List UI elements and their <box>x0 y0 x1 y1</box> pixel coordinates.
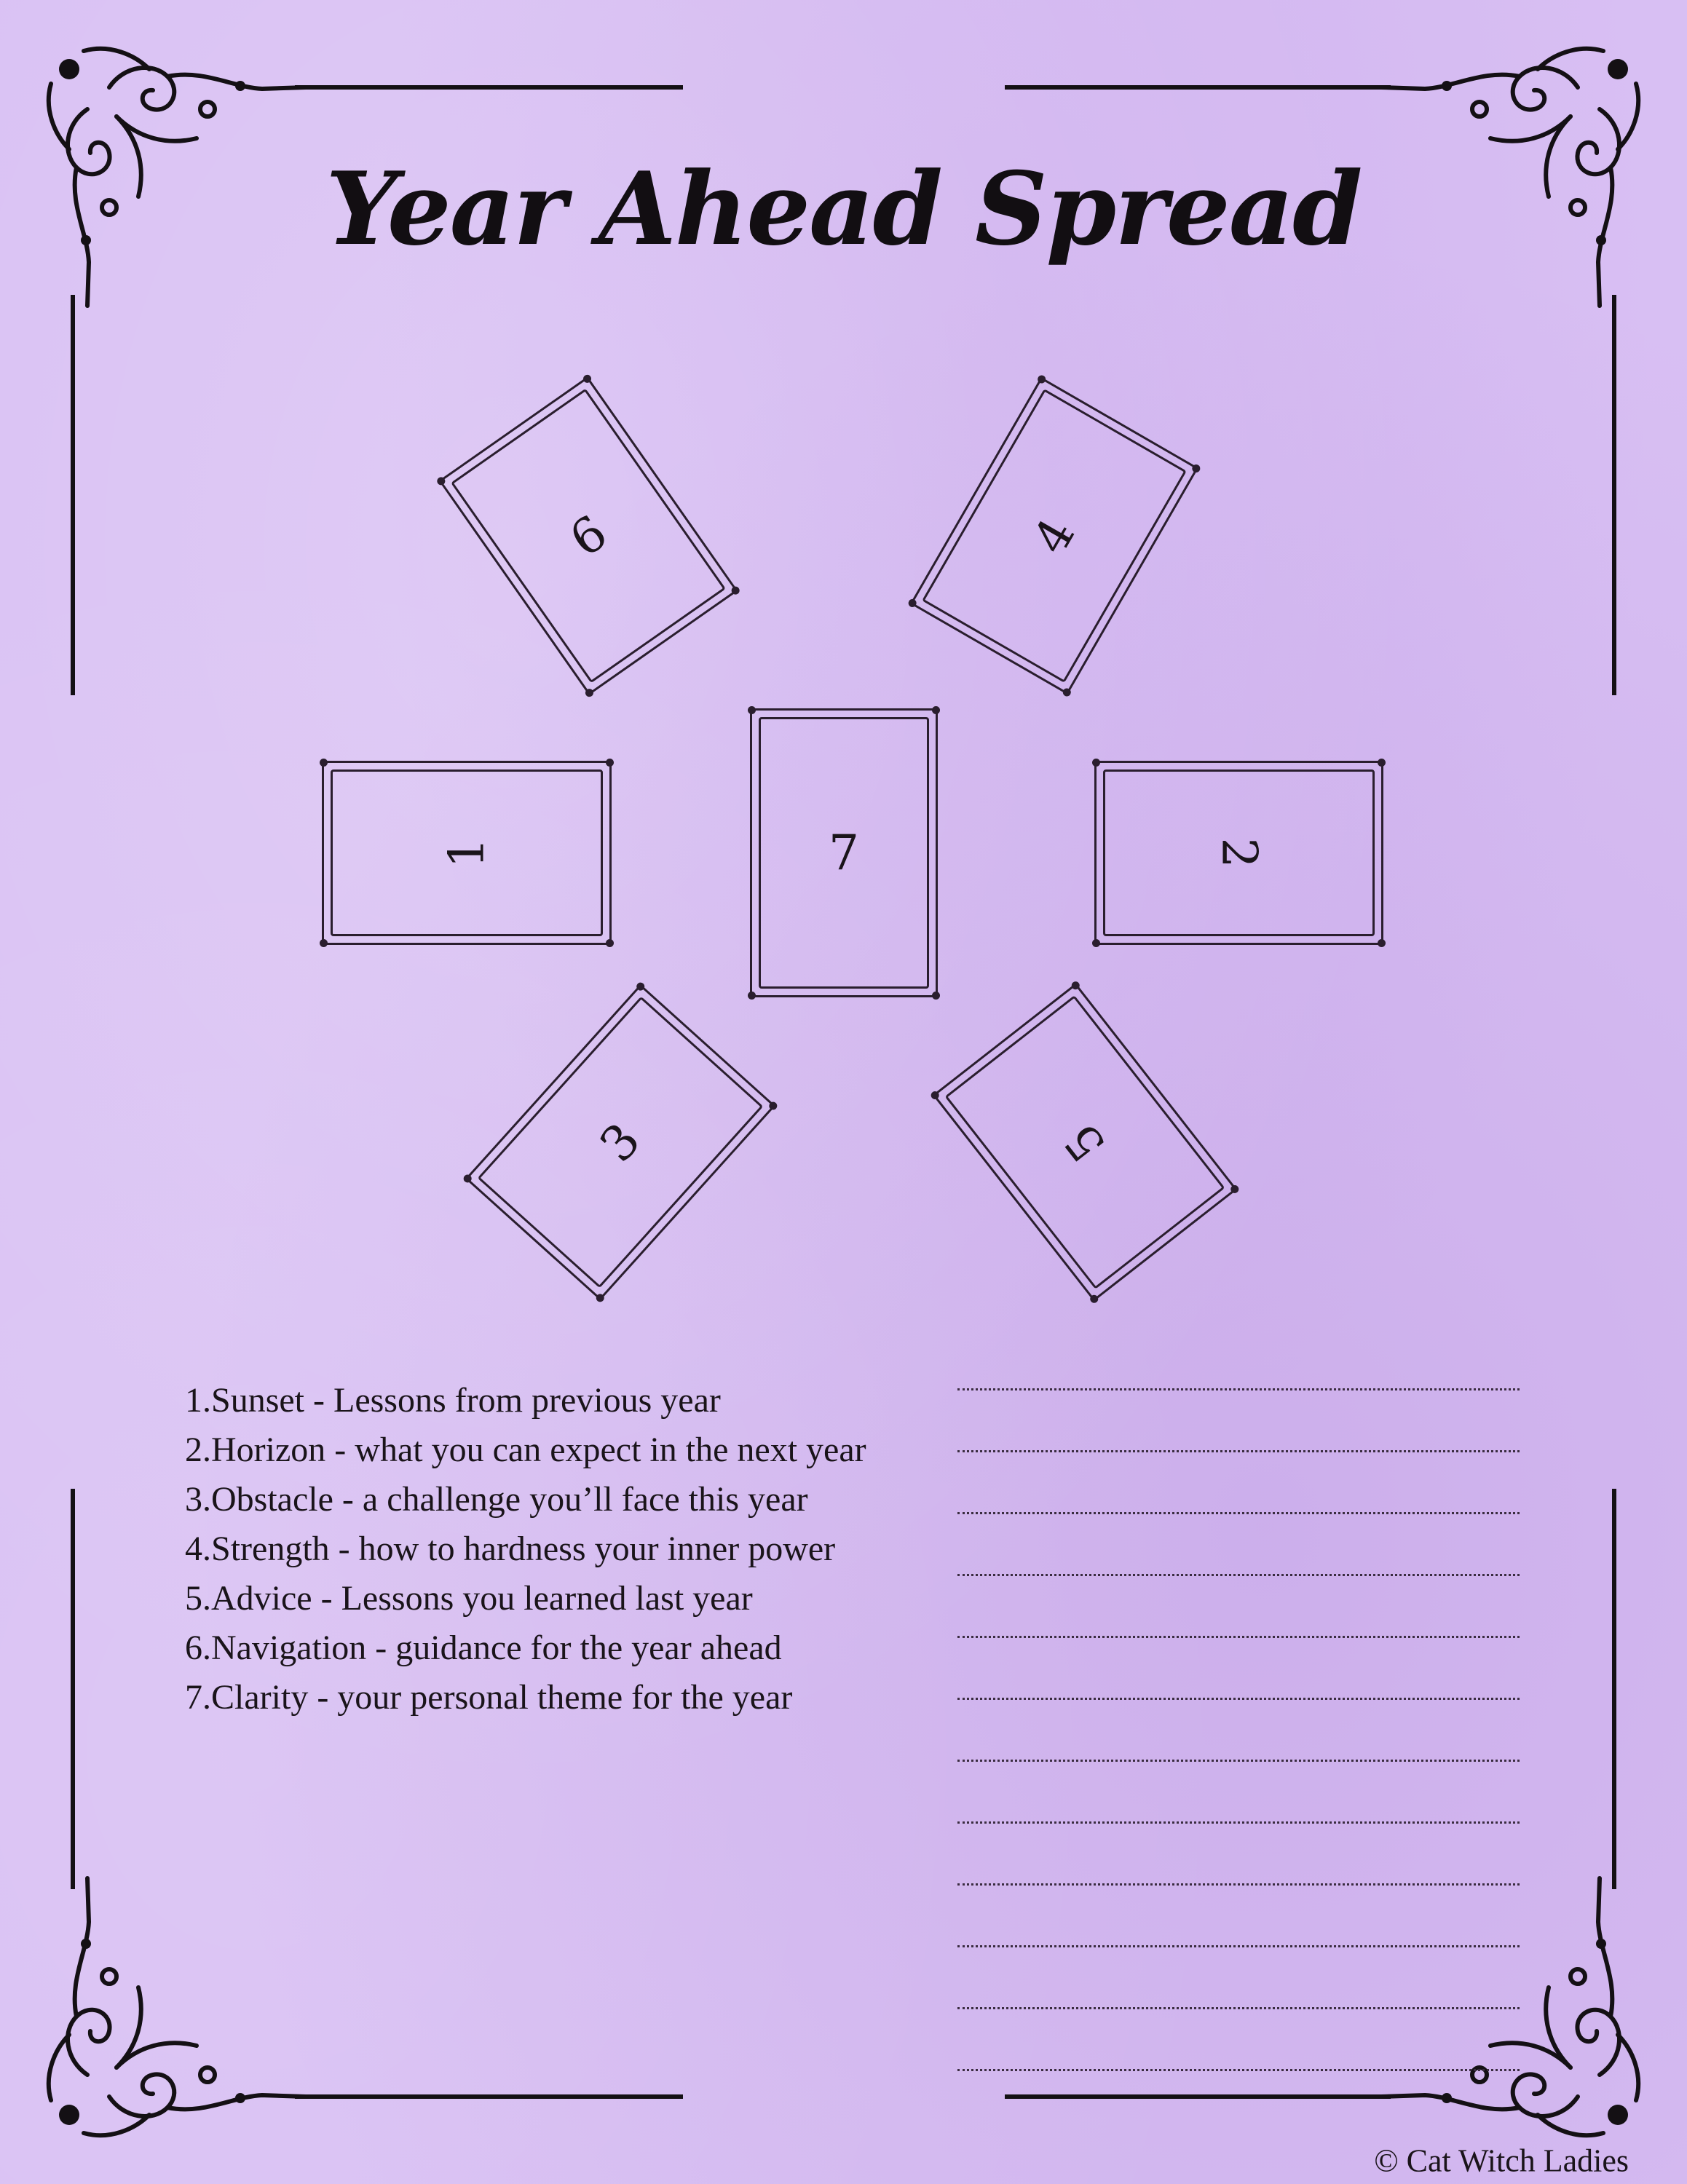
list-item: 7. Clarity - your personal theme for the year <box>185 1678 793 1717</box>
note-line <box>957 1576 1520 1638</box>
note-line <box>957 1700 1520 1762</box>
note-line <box>957 1886 1520 1947</box>
note-line <box>957 2009 1520 2071</box>
page-title: Year Ahead Spread <box>325 149 1362 268</box>
note-line <box>957 1947 1520 2009</box>
position-list <box>173 1376 901 1722</box>
card-number: 3 <box>589 1112 652 1173</box>
note-line <box>957 1390 1520 1452</box>
list-item: 2. Horizon - what you can expect in the next year <box>185 1431 866 1469</box>
card-number: 6 <box>559 504 617 568</box>
card-slot-2 <box>1094 761 1383 945</box>
card-number: 1 <box>438 837 495 869</box>
note-line <box>957 1824 1520 1886</box>
card-number: 5 <box>1053 1112 1117 1172</box>
note-line <box>957 1762 1520 1824</box>
list-item: 4. Strength - how to hardness your inner power <box>185 1530 836 1568</box>
card-number: 4 <box>1022 508 1086 563</box>
note-line <box>957 1638 1520 1700</box>
note-line <box>957 1329 1520 1390</box>
card-slot-7 <box>750 708 938 997</box>
notes-area <box>957 1329 1520 2071</box>
note-line <box>957 1514 1520 1576</box>
list-item: 6. Navigation - guidance for the year ahead <box>185 1629 782 1667</box>
card-number: 2 <box>1211 837 1267 869</box>
note-line <box>957 1452 1520 1514</box>
list-item: 3. Obstacle - a challenge you’ll face this year <box>185 1480 808 1519</box>
list-item: 5. Advice - Lessons you learned last year <box>185 1579 753 1618</box>
list-item: 1. Sunset - Lessons from previous year <box>185 1381 721 1420</box>
card-slot-1 <box>322 761 612 945</box>
card-number: 7 <box>829 825 859 881</box>
copyright-notice: © Cat Witch Ladies <box>1374 2143 1629 2179</box>
